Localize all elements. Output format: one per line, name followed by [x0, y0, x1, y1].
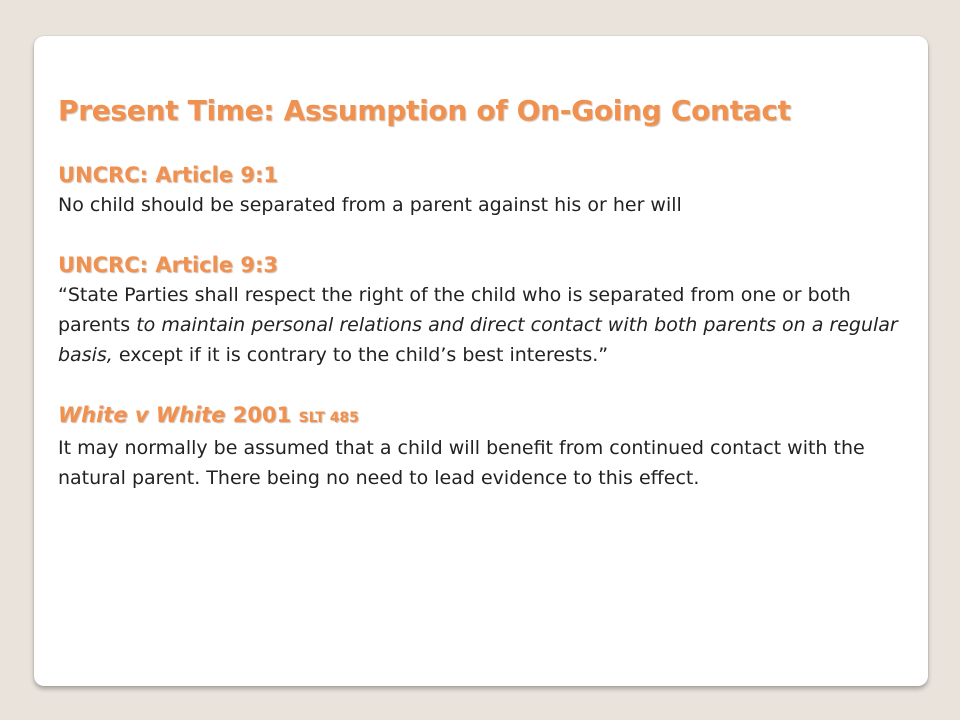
- slide-body: [58, 160, 908, 523]
- section-heading: UNCRC: Article 9:1: [58, 163, 278, 187]
- section-white-v-white: [58, 400, 908, 493]
- section-text: It may normally be assumed that a child will benefit from continued contact with the natural parent. There being no need to lead evidence to this effect.: [58, 437, 865, 489]
- case-name: White v White: [58, 403, 226, 427]
- section-article-9-1: [58, 160, 908, 220]
- quote-text-start: “State Parties shall respect the right of the child who is separated from one or both parents: [58, 284, 851, 336]
- section-heading: UNCRC: Article 9:3: [58, 253, 278, 277]
- section-article-9-3: [58, 250, 908, 370]
- slide-title: Present Time: Assumption of On-Going Contact: [58, 94, 791, 127]
- section-text: [58, 280, 908, 370]
- case-citation: SLT 485: [298, 410, 359, 426]
- case-year: 2001: [225, 403, 299, 427]
- section-text: No child should be separated from a parent against his or her will: [58, 194, 682, 216]
- quote-text-end: except if it is contrary to the child’s best interests.”: [112, 344, 609, 366]
- quote-text-emphasis: to maintain personal relations and direct contact with both parents on a regular basis,: [58, 314, 898, 366]
- section-heading: [58, 400, 908, 433]
